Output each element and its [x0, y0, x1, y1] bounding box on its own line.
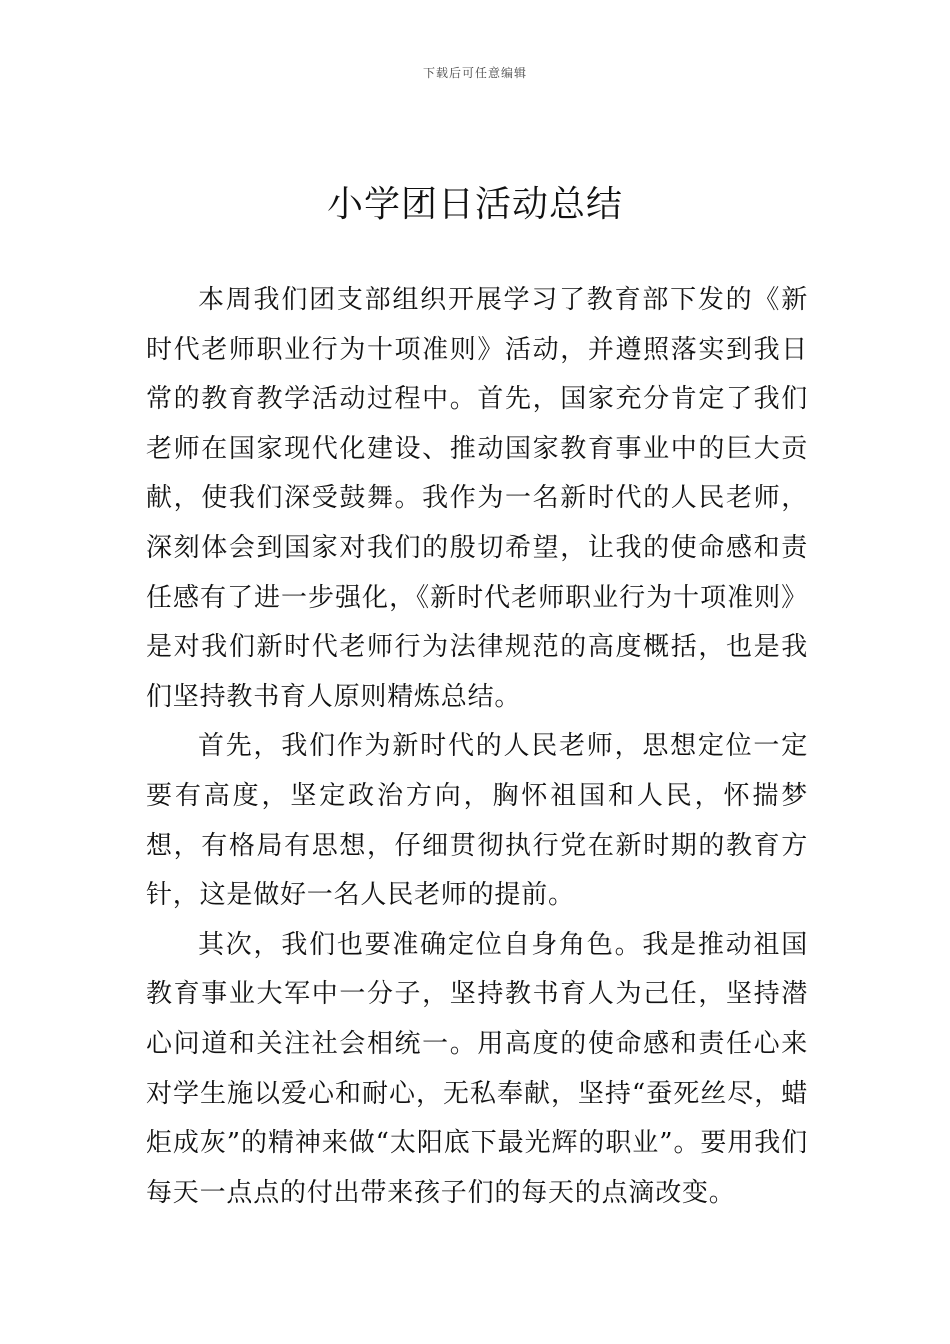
- paragraph-2: 首先，我们作为新时代的人民老师，思想定位一定要有高度，坚定政治方向，胸怀祖国和人民，怀揣梦想，有格局有思想，仔细贯彻执行党在新时期的教育方针，这是做好一名人民老师的提前。: [146, 731, 808, 911]
- paragraph-1: 本周我们团支部组织开展学习了教育部下发的《新时代老师职业行为十项准则》活动，并遵照落实到我日常的教育教学活动过程中。首先，国家充分肯定了我们老师在国家现代化建设、推动国家教育事业中的巨大贡献，使我们深受鼓舞。我作为一名新时代的人民老师，深刻体会到国家对我们的殷切希望，让我的使命感和责任感有了进一步强化，《新时代老师职业行为十项准则》是对我们新时代老师行为法律规范的高度概括，也是我们坚持教书育人原则精炼总结。: [146, 285, 808, 712]
- document-body: [146, 276, 808, 1218]
- header-note: 下载后可任意编辑: [422, 66, 527, 80]
- document-title: 小学团日活动总结: [326, 184, 623, 225]
- paragraph-3: 其次，我们也要准确定位自身角色。我是推动祖国教育事业大军中一分子，坚持教书育人为己任，坚持潜心问道和关注社会相统一。用高度的使命感和责任心来对学生施以爱心和耐心，无私奉献，坚持“蚕死丝尽，蜡炬成灰”的精神来做“太阳底下最光辉的职业”。要用我们每天一点点的付出带来孩子们的每天的点滴改变。: [146, 929, 808, 1208]
